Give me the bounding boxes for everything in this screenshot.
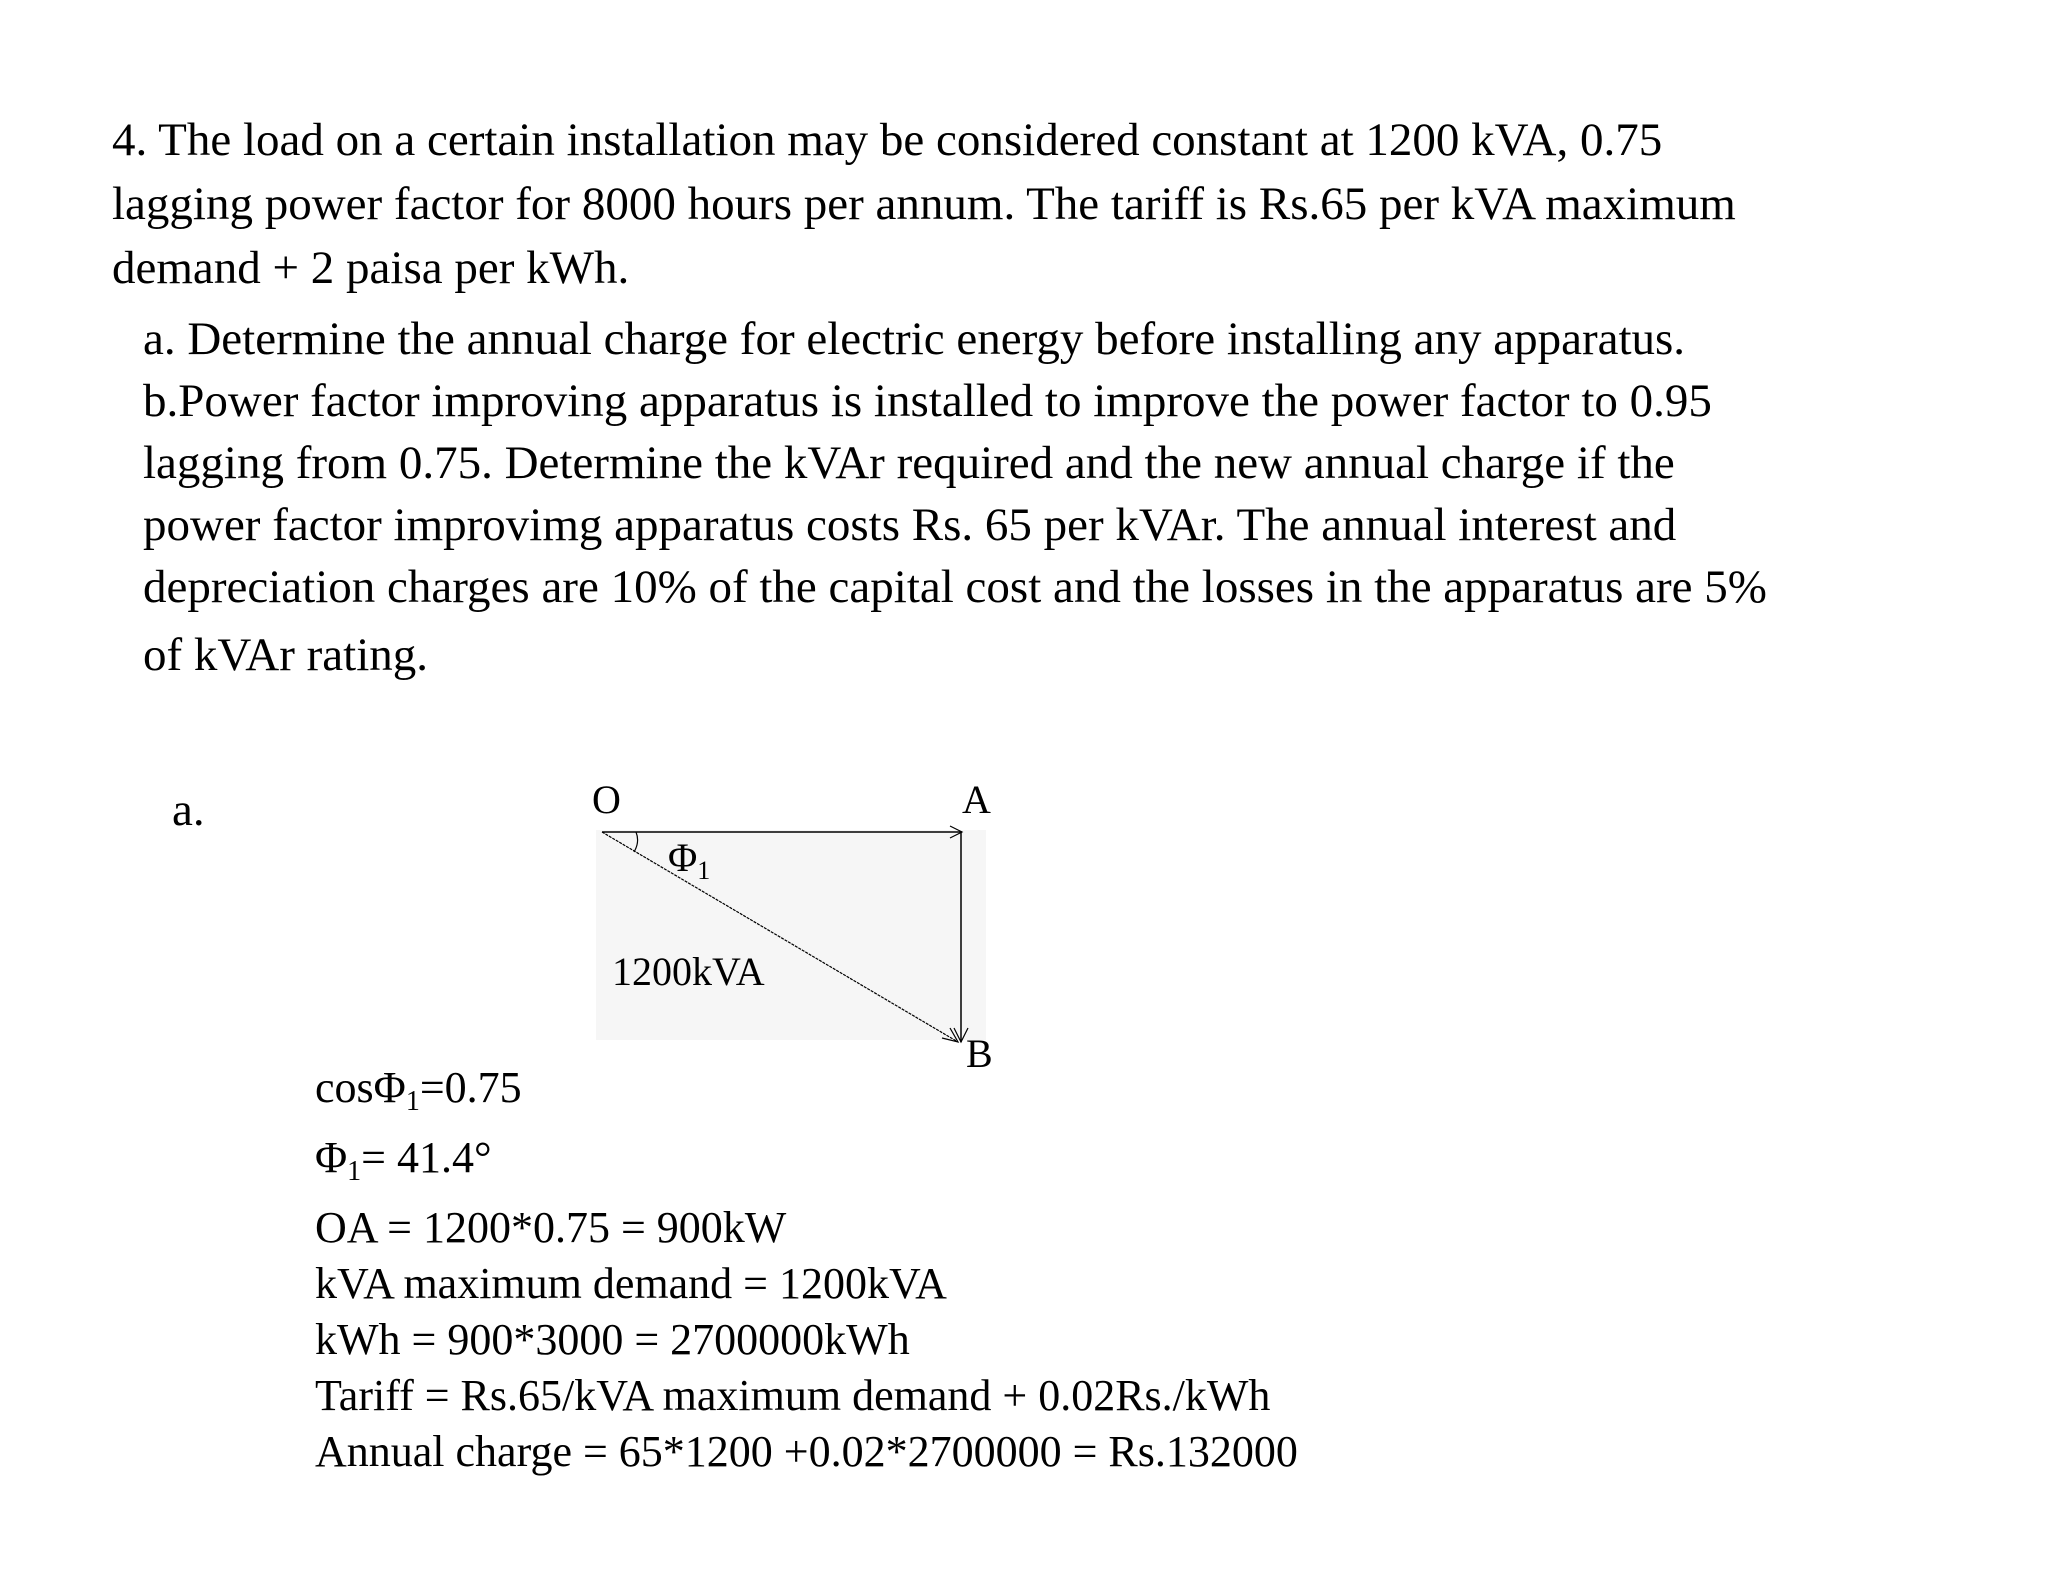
calc-tariff: Tariff = Rs.65/kVA maximum demand + 0.02Rs./kWh bbox=[315, 1371, 1271, 1420]
calc-phi-value: $\Phi_1= 41.4^\circ$ bbox=[315, 1133, 492, 1187]
label-angle-phi1: $\Phi_1$ bbox=[668, 835, 711, 885]
calc-oa: OA = 1200*0.75 = 900kW bbox=[315, 1203, 787, 1252]
calc-kwh: kWh = 900*3000 = 2700000kWh bbox=[315, 1315, 910, 1364]
part-b-line-3: power factor improvimg apparatus costs Rs. 65 per kVAr. The annual interest and bbox=[143, 499, 1677, 551]
label-point-a: A bbox=[962, 777, 991, 822]
calc-annual-charge: Annual charge = 65*1200 +0.02*2700000 = Rs.132000 bbox=[315, 1427, 1298, 1476]
part-b-line-2: lagging from 0.75. Determine the kVAr required and the new annual charge if the bbox=[143, 437, 1675, 489]
label-point-o: O bbox=[592, 777, 621, 822]
phasor-diagram bbox=[590, 777, 1030, 1076]
part-a-text: a. Determine the annual charge for electric energy before installing any apparatus. bbox=[143, 313, 1686, 365]
solution-label: a. bbox=[172, 784, 205, 836]
problem-line-1: 4. The load on a certain installation may be considered constant at 1200 kVA, 0.75 bbox=[112, 114, 1663, 166]
solution-calculations bbox=[315, 1060, 1298, 1480]
problem-line-3: demand + 2 paisa per kWh. bbox=[112, 242, 630, 294]
phasor-svg bbox=[590, 777, 1030, 1070]
label-point-b: B bbox=[966, 1031, 993, 1076]
label-hypotenuse: 1200kVA bbox=[612, 949, 765, 994]
problem-parts bbox=[143, 308, 2023, 686]
calc-kva-demand: kVA maximum demand = 1200kVA bbox=[315, 1259, 947, 1308]
angle-arc-phi1 bbox=[634, 832, 638, 852]
part-b-line-4: depreciation charges are 10% of the capital cost and the losses in the apparatus are 5% bbox=[143, 561, 1767, 613]
problem-line-2: lagging power factor for 8000 hours per annum. The tariff is Rs.65 per kVA maximum bbox=[112, 178, 1736, 230]
line-ob bbox=[602, 832, 958, 1042]
part-b-line-5: of kVAr rating. bbox=[143, 629, 429, 681]
problem-statement bbox=[112, 108, 1992, 300]
part-b-line-1: b.Power factor improving apparatus is installed to improve the power factor to 0.95 bbox=[143, 375, 1712, 427]
calc-cos-phi: cosΦ$_1$=0.75 bbox=[315, 1063, 522, 1117]
